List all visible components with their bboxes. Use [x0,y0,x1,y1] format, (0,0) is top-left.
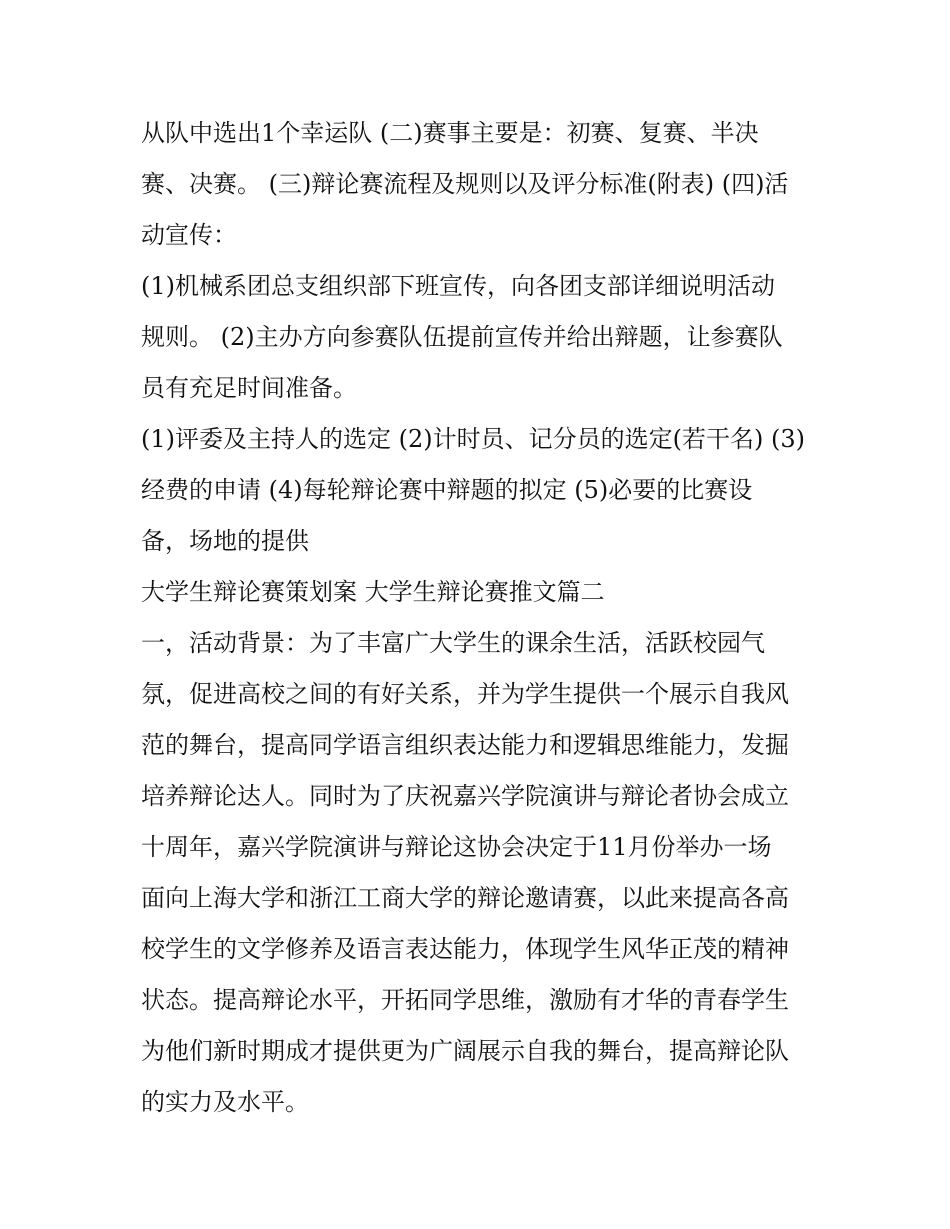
document-body-text [141,108,813,1128]
section-heading: 大学生辩论赛策划案 大学生辩论赛推文篇二 [141,578,605,606]
text-line: 范的舞台，提高同学语言组织表达能力和逻辑思维能力，发掘 [141,731,789,759]
text-line: 一，活动背景：为了丰富广大学生的课余生活，活跃校园气 [141,629,765,657]
text-line: 备，场地的提供 [141,527,309,555]
text-line: 赛、决赛。 (三)辩论赛流程及规则以及评分标准(附表) (四)活 [141,170,789,198]
text-line: 状态。提高辩论水平，开拓同学思维，激励有才华的青春学生 [141,986,789,1014]
text-line: (1)机械系团总支组织部下班宣传，向各团支部详细说明活动 [141,272,775,300]
text-line: 经费的申请 (4)每轮辩论赛中辩题的拟定 (5)必要的比赛设 [141,476,753,504]
text-line: 氛，促进高校之间的有好关系，并为学生提供一个展示自我风 [141,680,789,708]
text-line: 员有充足时间准备。 [141,374,357,402]
text-line: 动宣传： [141,221,237,249]
text-line: 十周年，嘉兴学院演讲与辩论这协会决定于11月份举办一场 [141,833,772,861]
text-line: 从队中选出1个幸运队 (二)赛事主要是：初赛、复赛、半决 [141,119,759,147]
text-line: 面向上海大学和浙江工商大学的辩论邀请赛，以此来提高各高 [141,884,789,912]
text-line: 的实力及水平。 [141,1088,309,1116]
text-line: (1)评委及主持人的选定 (2)计时员、记分员的选定(若干名) (3) [141,425,805,453]
text-line: 校学生的文学修养及语言表达能力，体现学生风华正茂的精神 [141,935,789,963]
text-line: 规则。 (2)主办方向参赛队伍提前宣传并给出辩题，让参赛队 [141,323,783,351]
text-line: 为他们新时期成才提供更为广阔展示自我的舞台，提高辩论队 [141,1037,789,1065]
text-line: 培养辩论达人。同时为了庆祝嘉兴学院演讲与辩论者协会成立 [141,782,789,810]
